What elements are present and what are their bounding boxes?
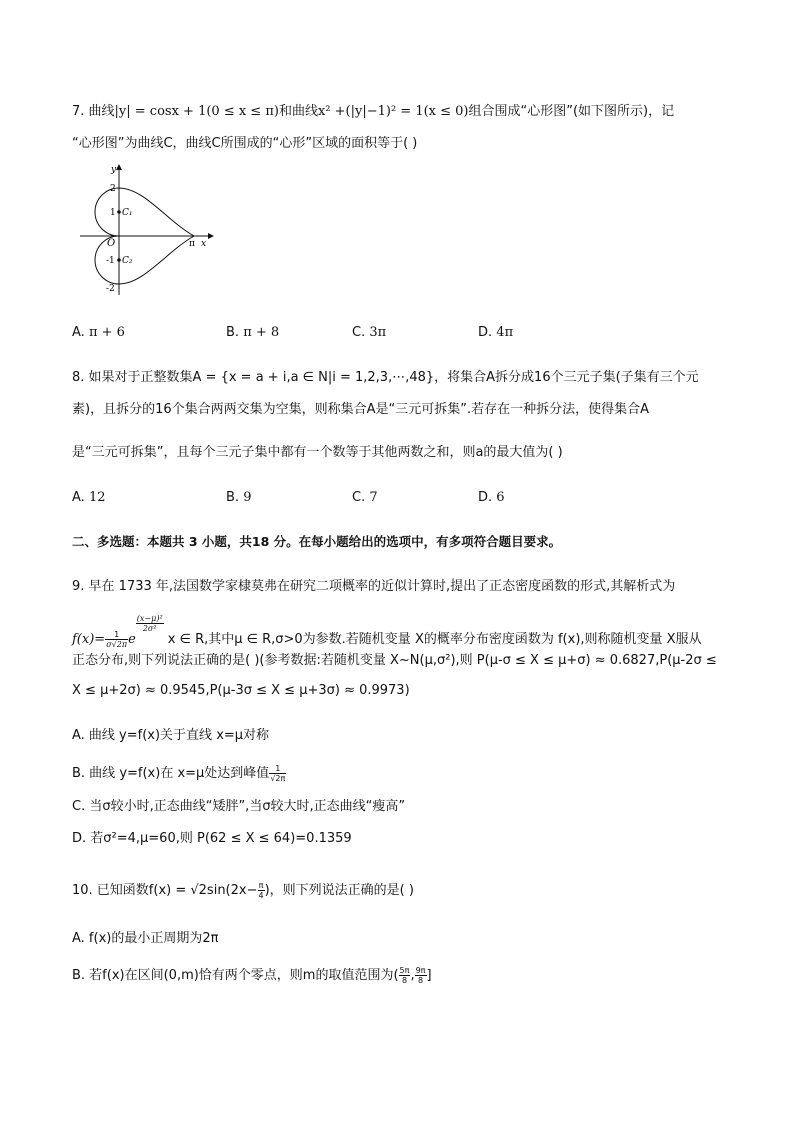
q9-f-prefix: f(x)=	[72, 632, 106, 647]
y-axis-arrow	[116, 164, 122, 170]
frac-den: 8	[418, 976, 424, 985]
q10-optb-frac1	[399, 966, 411, 985]
q9-optb-text: B. 曲线 y=f(x)在 x=μ处达到峰值	[72, 766, 270, 781]
label-c2: C₂	[122, 256, 133, 266]
q8-line1: 8. 如果对于正整数集A = {x = a + i,a ∈ N|i = 1,2,3,⋯,48}，将集合A拆分成16个三元子集(子集有三个元	[72, 370, 699, 385]
q7-text-e: 组合围成“心形图”(如下图所示)，记	[468, 104, 675, 119]
q7-text-c: 和曲线	[278, 104, 318, 119]
q9-e: e	[128, 632, 136, 647]
frac-den: σ√2π	[106, 640, 128, 649]
origin-label: O	[107, 238, 116, 249]
option-text: π + 6	[88, 325, 125, 340]
frac-num: π	[258, 881, 264, 890]
option-letter: C.	[352, 490, 366, 505]
option-text: 9	[243, 490, 252, 505]
heart-figure	[74, 160, 219, 300]
q10-optb-text: B. 若f(x)在区间(0,m)恰有两个零点，则m的取值范围为(	[72, 968, 399, 983]
q9-line2	[72, 614, 702, 653]
x-label: x	[201, 239, 207, 249]
tick-pi: π	[189, 239, 195, 249]
option-text: 4π	[496, 325, 514, 340]
q7-option-c	[352, 323, 386, 343]
q8-option-d	[478, 488, 505, 508]
frac-num: 5π	[399, 966, 410, 975]
q7-text-a: 7. 曲线	[72, 104, 115, 119]
q9-coef-fraction	[105, 630, 128, 649]
q8-line2: 素)，且拆分的16个集合两两交集为空集，则称集合A是“三元可拆集”.若存在一种拆分法，使得集合A	[72, 402, 650, 417]
q7-curve1: |y| = cosx + 1(0 ≤ x ≤ π)	[114, 104, 279, 119]
label-c1: C₁	[122, 208, 133, 218]
q9-exponent	[136, 614, 164, 633]
q7-option-b	[226, 323, 279, 343]
frac-den: √2π	[270, 774, 286, 783]
center-c2	[117, 258, 121, 262]
q10-optb-comma: ,	[410, 968, 415, 983]
exp-num: (x−μ)²	[136, 614, 163, 623]
q10-optb-bracket: ]	[426, 968, 432, 983]
option-letter: B.	[226, 490, 240, 505]
y-label: y	[111, 165, 117, 175]
q9-line4: X ≤ μ+2σ) ≈ 0.9545,P(μ-3σ ≤ X ≤ μ+3σ) ≈ 0.9973)	[72, 683, 410, 698]
q8-line3: 是“三元可拆集”，且每个三元子集中都有一个数等于其他两数之和，则a的最大值为( )	[72, 445, 563, 460]
q8-option-c	[352, 488, 378, 508]
frac-den: 8	[401, 976, 408, 985]
center-c1	[117, 210, 121, 214]
x-axis-arrow	[208, 233, 214, 239]
option-letter: B.	[226, 325, 240, 340]
q7-option-d	[478, 323, 513, 343]
exp-den: 2σ²	[142, 624, 157, 633]
frac-num: 9π	[415, 966, 426, 975]
q7-line2: “心形图”为曲线C，曲线C所围成的“心形”区域的面积等于( )	[72, 136, 418, 151]
q9-optb-fraction	[269, 764, 286, 783]
option-text: 3π	[369, 325, 387, 340]
q10-text-a: 10. 已知函数f(x) = √2sin(2x−	[72, 883, 258, 898]
q10-option-a: A. f(x)的最小正周期为2π	[72, 931, 219, 946]
option-text: 6	[496, 490, 505, 505]
option-letter: D.	[478, 325, 493, 340]
option-text: 12	[88, 490, 106, 505]
q10-option-b	[72, 963, 432, 989]
tick-minus-1: -1	[106, 256, 115, 266]
q10-line1	[72, 878, 414, 904]
option-text: π + 8	[243, 325, 280, 340]
option-letter: A.	[72, 325, 85, 340]
q7-curve2: x² +(|y|−1)² = 1(x ≤ 0)	[317, 104, 469, 119]
q7-option-a	[72, 323, 125, 343]
q9-option-a: A. 曲线 y=f(x)关于直线 x=μ对称	[72, 728, 270, 743]
q9-option-b	[72, 762, 286, 786]
frac-num: 1	[105, 630, 128, 640]
q9-line1: 9. 早在 1733 年,法国数学家棣莫弗在研究二项概率的近似计算时,提出了正态密度函数的形式,其解析式为	[72, 579, 676, 594]
option-letter: A.	[72, 490, 85, 505]
frac-den: 4	[258, 891, 264, 900]
option-text: 7	[369, 490, 378, 505]
q9-line2-rest: x ∈ R,其中μ ∈ R,σ>0为参数.若随机变量 X的概率分布密度函数为 f(x),则称随机变量 X服从	[163, 632, 702, 647]
q8-option-b	[226, 488, 251, 508]
q7-line1	[72, 102, 674, 122]
q10-optb-frac2	[415, 966, 427, 985]
q10-text-b: )，则下列说法正确的是( )	[264, 883, 414, 898]
tick-1: 1	[110, 208, 116, 218]
q10-pi-fraction	[258, 881, 265, 900]
q9-option-d: D. 若σ²=4,μ=60,则 P(62 ≤ X ≤ 64)=0.1359	[72, 831, 352, 846]
option-letter: C.	[352, 325, 366, 340]
option-letter: D.	[478, 490, 493, 505]
q8-option-a	[72, 488, 105, 508]
tick-minus-2: -2	[106, 284, 115, 294]
q9-line3: 正态分布,则下列说法正确的是( )(参考数据:若随机变量 X~N(μ,σ²),则 P(μ-σ ≤ X ≤ μ+σ) ≈ 0.6827,P(μ-2σ ≤	[72, 653, 717, 668]
section-heading-multi-choice: 二、多选题：本题共 3 小题，共18 分。在每小题给出的选项中，有多项符合题目要求。	[72, 534, 562, 549]
tick-2: 2	[110, 184, 116, 194]
q9-option-c: C. 当σ较小时,正态曲线“矮胖”,当σ较大时,正态曲线“瘦高”	[72, 799, 406, 814]
frac-num: 1	[269, 764, 286, 774]
